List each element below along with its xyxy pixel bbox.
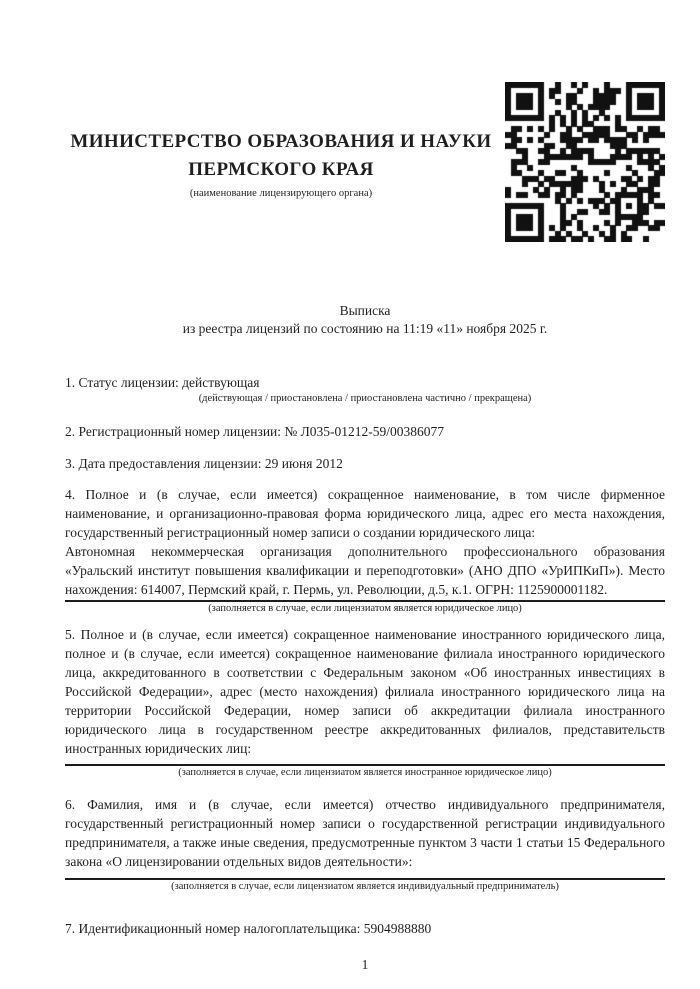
field-registration-number	[65, 422, 665, 441]
legal-entity-label: 4. Полное и (в случае, если имеется) сокращенное наименование, в том числе фирменное наименование, и организационно-правовая форма юридического лица, адрес его места нахождения, государственный регистрационный номер записи о создании юридического лица:	[65, 487, 665, 540]
registration-number-text: 2. Регистрационный номер лицензии: № Л035-01212-59/00386077	[65, 424, 445, 439]
ministry-name-line1: МИНИСТЕРСТВО ОБРАЗОВАНИЯ И НАУКИ	[70, 131, 492, 152]
field-legal-entity	[65, 485, 665, 615]
taxpayer-number-text: 7. Идентификационный номер налогоплательщика: 5904988880	[65, 921, 432, 936]
licensing-authority-block	[65, 128, 497, 200]
field-individual-entrepreneur	[65, 795, 665, 893]
document-title-line1: Выписка	[339, 303, 391, 318]
field-license-status	[65, 373, 665, 405]
license-status-text: 1. Статус лицензии: действующая	[65, 375, 260, 390]
license-grant-date-text: 3. Дата предоставления лицензии: 29 июня 2012	[65, 456, 343, 471]
licensing-authority-caption: (наименование лицензирующего органа)	[189, 188, 373, 199]
foreign-entity-label: 5. Полное и (в случае, если имеется) сокращенное наименование иностранного юридического лица, полное и (в случае, если имеется) сокращенное наименование филиала иностранного юридического лица, аккредитованного в соответствии с Федеральным законом «Об иностранных инвестициях в Российской Федерации», адрес (место нахождения) филиала иностранного юридического лица на территории Российской Федерации, номер записи об аккредитации филиала иностранного юридического лица в государственном реестре аккредитованных филиалов, представительств иностранных юридических лиц:	[65, 627, 665, 756]
ministry-name-line2: ПЕРМСКОГО КРАЯ	[188, 159, 374, 180]
field-taxpayer-number	[65, 919, 665, 938]
legal-entity-value: Автономная некоммерческая организация дополнительного профессионального образования «Уральский институт повышения квалификации и переподготовки» (АНО ДПО «УрИПКиП»). Место нахождения: 614007, Пермский край, г. Пермь, ул. Революции, д.5, к.1. ОГРН: 1125900001182.	[65, 542, 665, 602]
individual-entrepreneur-label: 6. Фамилия, имя и (в случае, если имеется) отчество индивидуального предпринимателя, государственный регистрационный номер записи о государственной регистрации индивидуального предпринимателя, а также иные сведения, предусмотренные пунктом 3 части 1 статьи 15 Федерального закона «О лицензировании отдельных видов деятельности»:	[65, 797, 665, 869]
field-foreign-entity	[65, 625, 665, 779]
document-title-line2: из реестра лицензий по состоянию на 11:19 «11» ноября 2025 г.	[182, 320, 548, 336]
document-header	[65, 0, 665, 242]
legal-entity-note: (заполняется в случае, если лицензиатом является юридическое лицо)	[208, 603, 522, 614]
license-status-note: (действующая / приостановлена / приостановлена частично / прекращена)	[198, 393, 532, 404]
qr-code-icon	[505, 82, 665, 242]
individual-entrepreneur-note: (заполняется в случае, если лицензиатом является индивидуальный предприниматель)	[171, 881, 559, 892]
foreign-entity-note: (заполняется в случае, если лицензиатом является иностранное юридическое лицо)	[178, 767, 552, 778]
field-license-grant-date	[65, 454, 665, 473]
page-number: 1	[361, 957, 369, 972]
document-title	[65, 302, 665, 337]
